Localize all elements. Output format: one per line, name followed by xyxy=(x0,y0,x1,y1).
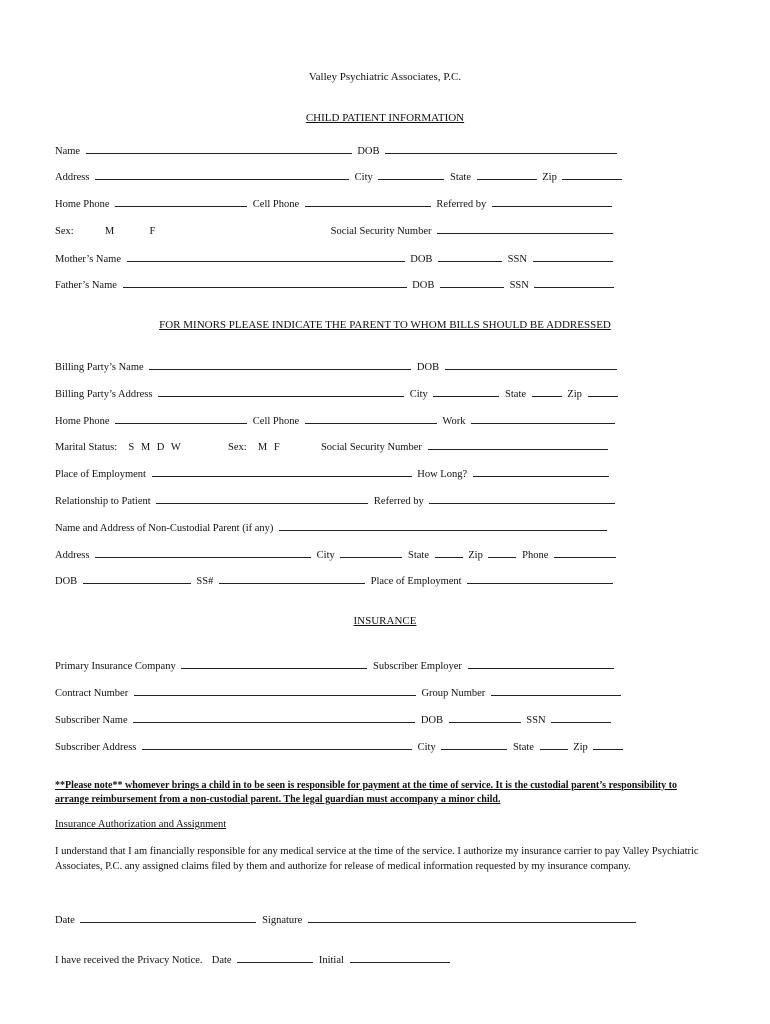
zip-label: Zip xyxy=(542,172,557,183)
name-field[interactable] xyxy=(86,143,352,154)
billing-state-field[interactable] xyxy=(532,386,562,397)
how-long-field[interactable] xyxy=(473,466,609,477)
privacy-date-label: Date xyxy=(211,955,232,966)
nc-ss-field[interactable] xyxy=(219,573,365,584)
billing-home-phone-label: Home Phone xyxy=(55,416,110,427)
employment-field[interactable] xyxy=(152,466,412,477)
insurance-company-field[interactable] xyxy=(181,658,367,669)
marital-status-label: Marital Status: xyxy=(55,442,118,453)
home-phone-field[interactable] xyxy=(115,196,247,207)
insurance-address-row xyxy=(55,739,626,755)
billing-dob-label: DOB xyxy=(416,362,440,373)
nc-state-label: State xyxy=(408,550,430,561)
group-number-field[interactable] xyxy=(491,685,621,696)
subscriber-employer-field[interactable] xyxy=(468,658,614,669)
state-field[interactable] xyxy=(477,169,537,180)
nc-phone-label: Phone xyxy=(522,550,549,561)
noncustodial-row xyxy=(55,520,610,536)
mothers-name-field[interactable] xyxy=(127,251,405,262)
subscriber-name-field[interactable] xyxy=(133,712,415,723)
noncustodial-dob-row xyxy=(55,573,616,589)
mothers-name-label: Mother’s Name xyxy=(55,254,121,265)
address-label: Address xyxy=(55,172,90,183)
fathers-name-label: Father’s Name xyxy=(55,280,117,291)
signature-field[interactable] xyxy=(308,912,636,923)
billing-name-field[interactable] xyxy=(149,359,411,370)
subscriber-city-label: City xyxy=(417,742,436,753)
nc-employment-label: Place of Employment xyxy=(370,576,462,587)
ssn-field[interactable] xyxy=(437,223,613,234)
sex-f-option[interactable]: F xyxy=(149,226,156,237)
mother-dob-field[interactable] xyxy=(438,251,502,262)
billing-home-phone-field[interactable] xyxy=(115,413,247,424)
billing-name-row xyxy=(55,359,620,375)
city-field[interactable] xyxy=(378,169,444,180)
group-number-label: Group Number xyxy=(421,688,486,699)
home-phone-label: Home Phone xyxy=(55,199,110,210)
subscriber-ssn-field[interactable] xyxy=(551,712,611,723)
dob-field[interactable] xyxy=(385,143,617,154)
nc-address-label: Address xyxy=(55,550,90,561)
billing-heading: FOR MINORS PLEASE INDICATE THE PARENT TO WHOM BILLS SHOULD BE ADDRESSED xyxy=(159,319,611,331)
authorization-text: I understand that I am financially responsible for any medical service at the time of the service. I authorize my insurance carrier to pay Valley Psychiatric Associates, P.C. any assigned claims filed by them and authorize for release of medical information requested by my insurance company. xyxy=(55,846,699,872)
privacy-text: I have received the Privacy Notice. xyxy=(55,955,203,966)
initial-label: Initial xyxy=(318,955,344,966)
mother-ssn-label: SSN xyxy=(507,254,527,265)
fathers-name-field[interactable] xyxy=(123,277,407,288)
referred-by-field[interactable] xyxy=(492,196,612,207)
sex-m-option[interactable]: M xyxy=(104,226,115,237)
auth-date-label: Date xyxy=(55,915,75,926)
subscriber-zip-field[interactable] xyxy=(593,739,623,750)
billing-name-label: Billing Party’s Name xyxy=(55,362,144,373)
mother-dob-label: DOB xyxy=(410,254,433,265)
signature-row xyxy=(55,912,639,928)
privacy-row xyxy=(55,952,453,968)
billing-zip-field[interactable] xyxy=(588,386,618,397)
billing-work-field[interactable] xyxy=(471,413,615,424)
billing-address-label: Billing Party’s Address xyxy=(55,389,153,400)
billing-marital-row xyxy=(55,439,611,455)
father-ssn-field[interactable] xyxy=(534,277,614,288)
billing-state-label: State xyxy=(505,389,527,400)
form-title: CHILD PATIENT INFORMATION xyxy=(305,112,465,124)
father-dob-label: DOB xyxy=(412,280,435,291)
father-ssn-label: SSN xyxy=(509,280,529,291)
authorization-heading: Insurance Authorization and Assignment xyxy=(55,819,227,830)
noncustodial-address-row xyxy=(55,547,619,563)
insurance-contract-row xyxy=(55,685,624,701)
subscriber-state-label: State xyxy=(512,742,534,753)
insurance-subscriber-row xyxy=(55,712,614,728)
billing-address-field[interactable] xyxy=(158,386,404,397)
subscriber-name-label: Subscriber Name xyxy=(55,715,128,726)
subscriber-zip-label: Zip xyxy=(573,742,588,753)
ssn-label: Social Security Number xyxy=(330,226,432,237)
nc-ss-label: SS# xyxy=(196,576,214,587)
subscriber-address-field[interactable] xyxy=(142,739,412,750)
patient-sex-row xyxy=(55,223,616,239)
subscriber-state-field[interactable] xyxy=(540,739,568,750)
contract-number-label: Contract Number xyxy=(55,688,129,699)
nc-dob-label: DOB xyxy=(55,576,78,587)
signature-label: Signature xyxy=(262,915,303,926)
billing-sex-label: Sex: xyxy=(227,442,247,453)
billing-employment-row xyxy=(55,466,612,482)
nc-employment-field[interactable] xyxy=(467,573,613,584)
billing-ssn-field[interactable] xyxy=(428,439,608,450)
subscriber-employer-label: Subscriber Employer xyxy=(372,661,462,672)
subscriber-address-label: Subscriber Address xyxy=(55,742,137,753)
nc-address-field[interactable] xyxy=(95,547,311,558)
nc-phone-field[interactable] xyxy=(554,547,616,558)
father-dob-field[interactable] xyxy=(440,277,504,288)
nc-city-label: City xyxy=(316,550,335,561)
patient-name-row xyxy=(55,143,620,159)
relationship-field[interactable] xyxy=(156,493,368,504)
billing-city-field[interactable] xyxy=(433,386,499,397)
patient-phone-row xyxy=(55,196,615,212)
father-row xyxy=(55,277,617,293)
mother-row xyxy=(55,251,616,267)
cell-phone-field[interactable] xyxy=(305,196,431,207)
billing-ssn-label: Social Security Number xyxy=(320,442,422,453)
how-long-label: How Long? xyxy=(417,469,468,480)
nc-city-field[interactable] xyxy=(340,547,402,558)
payment-note: **Please note** whomever brings a child in to be seen is responsible for payment at the time of service. It is the custodial parent’s responsibility to arrange reimbursement from a non-custodial parent. The legal guardian must accompany a minor child. xyxy=(55,780,678,805)
insurance-company-row xyxy=(55,658,617,674)
subscriber-dob-field[interactable] xyxy=(449,712,521,723)
nc-zip-field[interactable] xyxy=(488,547,516,558)
sex-label: Sex: xyxy=(55,226,74,237)
state-label: State xyxy=(450,172,472,183)
mother-ssn-field[interactable] xyxy=(533,251,613,262)
subscriber-ssn-label: SSN xyxy=(526,715,546,726)
billing-referred-by-label: Referred by xyxy=(373,496,424,507)
referred-by-label: Referred by xyxy=(436,199,487,210)
insurance-company-label: Primary Insurance Company xyxy=(55,661,176,672)
city-label: City xyxy=(354,172,373,183)
billing-cell-phone-field[interactable] xyxy=(305,413,437,424)
auth-date-field[interactable] xyxy=(80,912,256,923)
billing-phone-row xyxy=(55,413,618,429)
nc-zip-label: Zip xyxy=(468,550,483,561)
nc-state-field[interactable] xyxy=(435,547,463,558)
patient-address-row xyxy=(55,169,625,185)
insurance-heading: INSURANCE xyxy=(353,615,417,627)
billing-zip-label: Zip xyxy=(567,389,582,400)
billing-dob-field[interactable] xyxy=(445,359,617,370)
name-label: Name xyxy=(55,146,81,157)
contract-number-field[interactable] xyxy=(134,685,416,696)
billing-city-label: City xyxy=(409,389,428,400)
privacy-date-field[interactable] xyxy=(237,952,313,963)
practice-name: Valley Psychiatric Associates, P.C. xyxy=(308,71,462,83)
billing-referred-by-field[interactable] xyxy=(429,493,615,504)
marital-status-options[interactable]: S M D W xyxy=(128,442,181,453)
zip-field[interactable] xyxy=(562,169,622,180)
noncustodial-field[interactable] xyxy=(279,520,607,531)
noncustodial-label: Name and Address of Non-Custodial Parent (if any) xyxy=(55,523,274,534)
address-field[interactable] xyxy=(95,169,349,180)
billing-cell-phone-label: Cell Phone xyxy=(252,416,300,427)
initial-field[interactable] xyxy=(350,952,450,963)
relationship-label: Relationship to Patient xyxy=(55,496,151,507)
dob-label: DOB xyxy=(357,146,380,157)
billing-address-row xyxy=(55,386,621,402)
subscriber-city-field[interactable] xyxy=(441,739,507,750)
cell-phone-label: Cell Phone xyxy=(252,199,300,210)
nc-dob-field[interactable] xyxy=(83,573,191,584)
billing-sex-options[interactable]: M F xyxy=(257,442,280,453)
billing-work-label: Work xyxy=(442,416,466,427)
subscriber-dob-label: DOB xyxy=(420,715,444,726)
employment-label: Place of Employment xyxy=(55,469,146,480)
billing-relationship-row xyxy=(55,493,618,509)
